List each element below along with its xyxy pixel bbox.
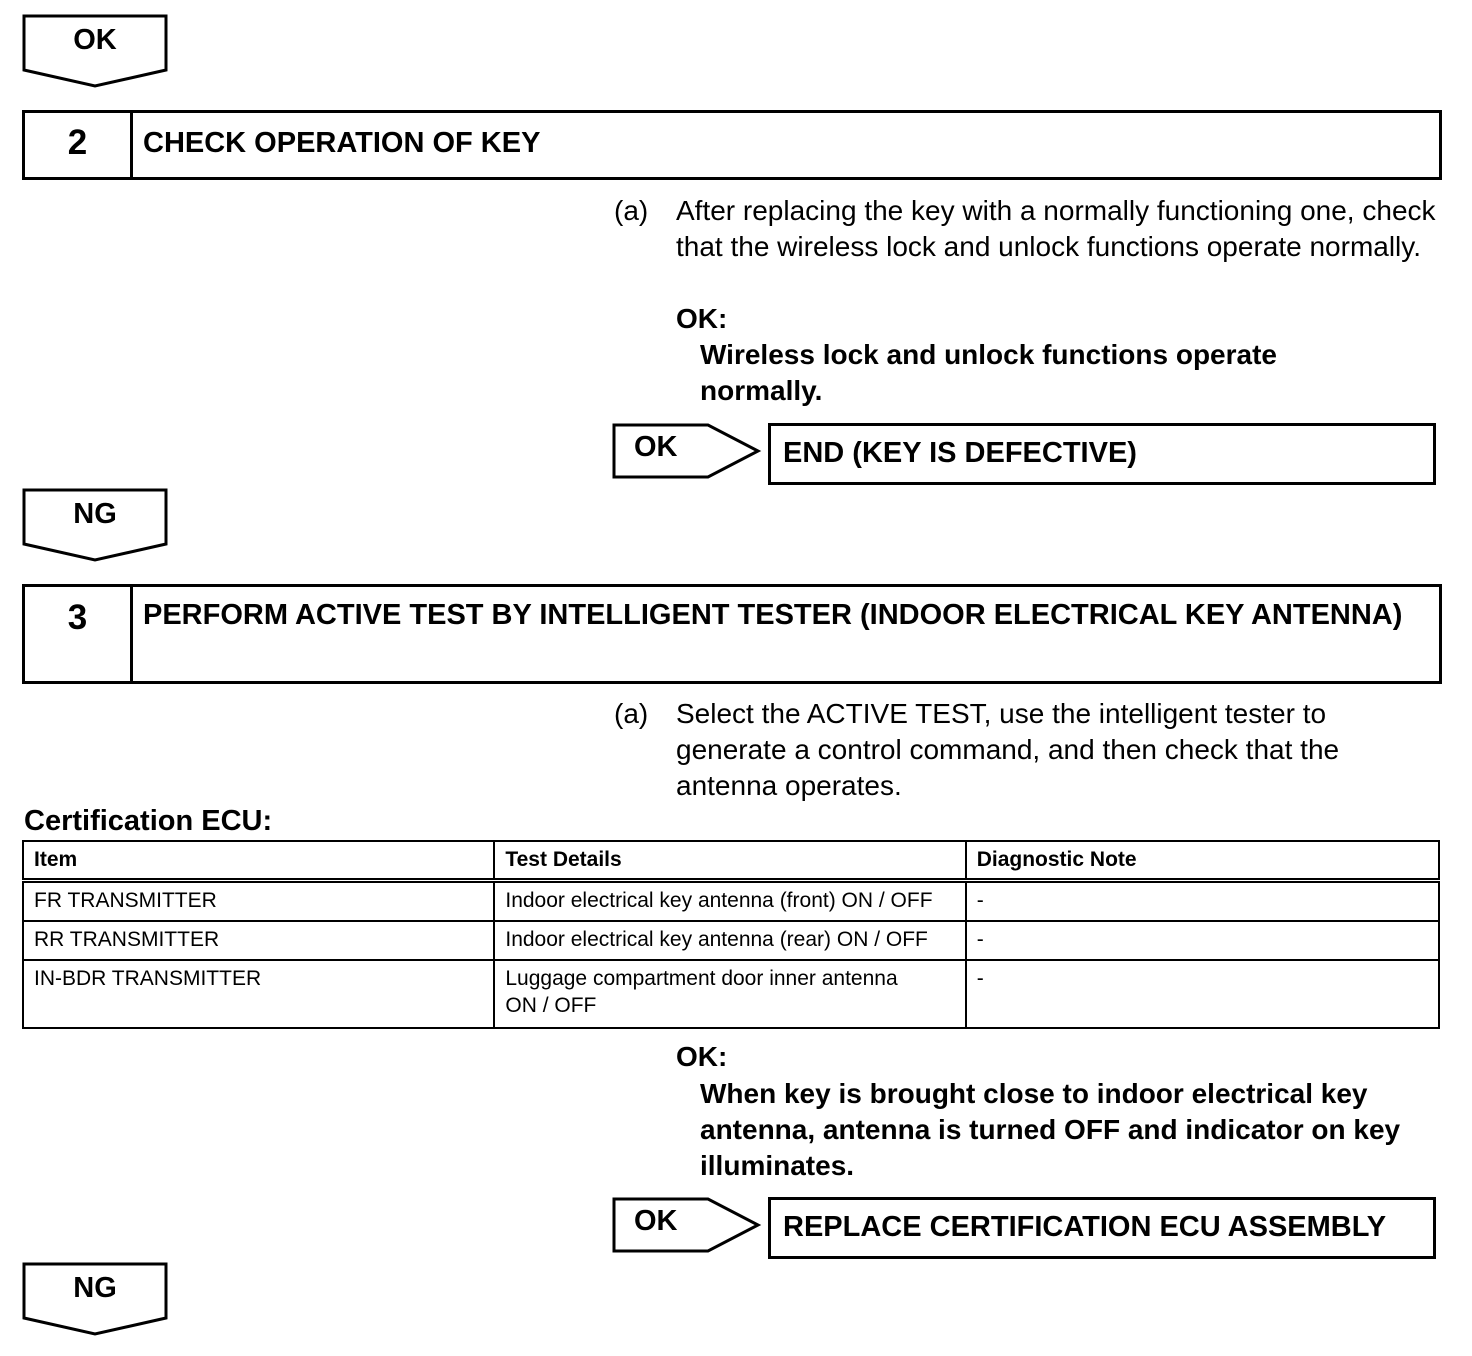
table-row	[23, 960, 1439, 1028]
step-title: PERFORM ACTIVE TEST BY INTELLIGENT TESTER (INDOOR ELECTRICAL KEY ANTENNA)	[143, 599, 1403, 631]
column-header-diagnostic-note: Diagnostic Note	[966, 841, 1439, 881]
flow-ng-label: NG	[73, 1272, 117, 1304]
flow-ng-label: NG	[73, 498, 117, 530]
table-row	[23, 881, 1439, 922]
step-2-instruction	[614, 193, 1444, 303]
instruction-text: Select the ACTIVE TEST, use the intelligent tester to generate a control command, and then check that the antenna operates.	[676, 698, 1340, 801]
table-cell: Indoor electrical key antenna (front) ON / OFF	[494, 881, 965, 922]
step-2-ok-text: Wireless lock and unlock functions operate normally.	[700, 339, 1277, 406]
table-cell: -	[966, 881, 1439, 922]
table-caption: Certification ECU:	[24, 805, 273, 837]
table-cell: -	[966, 960, 1439, 1028]
table-cell: Indoor electrical key antenna (rear) ON / OFF	[494, 921, 965, 960]
active-test-table	[22, 840, 1440, 1029]
step-3-result: REPLACE CERTIFICATION ECU ASSEMBLY	[768, 1197, 1436, 1259]
instruction-label: (a)	[614, 195, 649, 226]
branch-ok-label: OK	[634, 1205, 678, 1237]
column-header-test-details: Test Details	[494, 841, 965, 881]
step-3-ok-label: OK:	[676, 1041, 728, 1072]
table-row	[23, 921, 1439, 960]
table-header-row	[23, 841, 1439, 881]
step-2-ok-branch	[612, 423, 762, 479]
step-3-instruction	[614, 696, 1444, 806]
step-2-header	[22, 110, 1442, 180]
step-number: 2	[25, 113, 133, 177]
flow-ng-arrow-2	[22, 1262, 168, 1336]
flow-ok-arrow	[22, 14, 168, 88]
table-cell: -	[966, 921, 1439, 960]
table-cell: Luggage compartment door inner antenna ON / OFF	[494, 960, 965, 1028]
instruction-label: (a)	[614, 698, 649, 729]
flow-ng-arrow-1	[22, 488, 168, 562]
step-title: CHECK OPERATION OF KEY	[143, 127, 541, 159]
flow-ok-label: OK	[73, 24, 117, 56]
table-cell: IN-BDR TRANSMITTER	[23, 960, 494, 1028]
step-2-result: END (KEY IS DEFECTIVE)	[768, 423, 1436, 485]
step-3-header	[22, 584, 1442, 684]
table-cell: RR TRANSMITTER	[23, 921, 494, 960]
step-3-ok-branch	[612, 1197, 762, 1253]
step-number: 3	[25, 587, 133, 681]
column-header-item: Item	[23, 841, 494, 881]
step-2-ok-label: OK:	[676, 303, 728, 334]
table-cell: FR TRANSMITTER	[23, 881, 494, 922]
step-3-ok-text: When key is brought close to indoor electrical key antenna, antenna is turned OFF and indicator on key illuminates.	[700, 1078, 1401, 1181]
instruction-text: After replacing the key with a normally functioning one, check that the wireless lock and unlock functions operate normally.	[676, 195, 1436, 262]
branch-ok-label: OK	[634, 431, 678, 463]
